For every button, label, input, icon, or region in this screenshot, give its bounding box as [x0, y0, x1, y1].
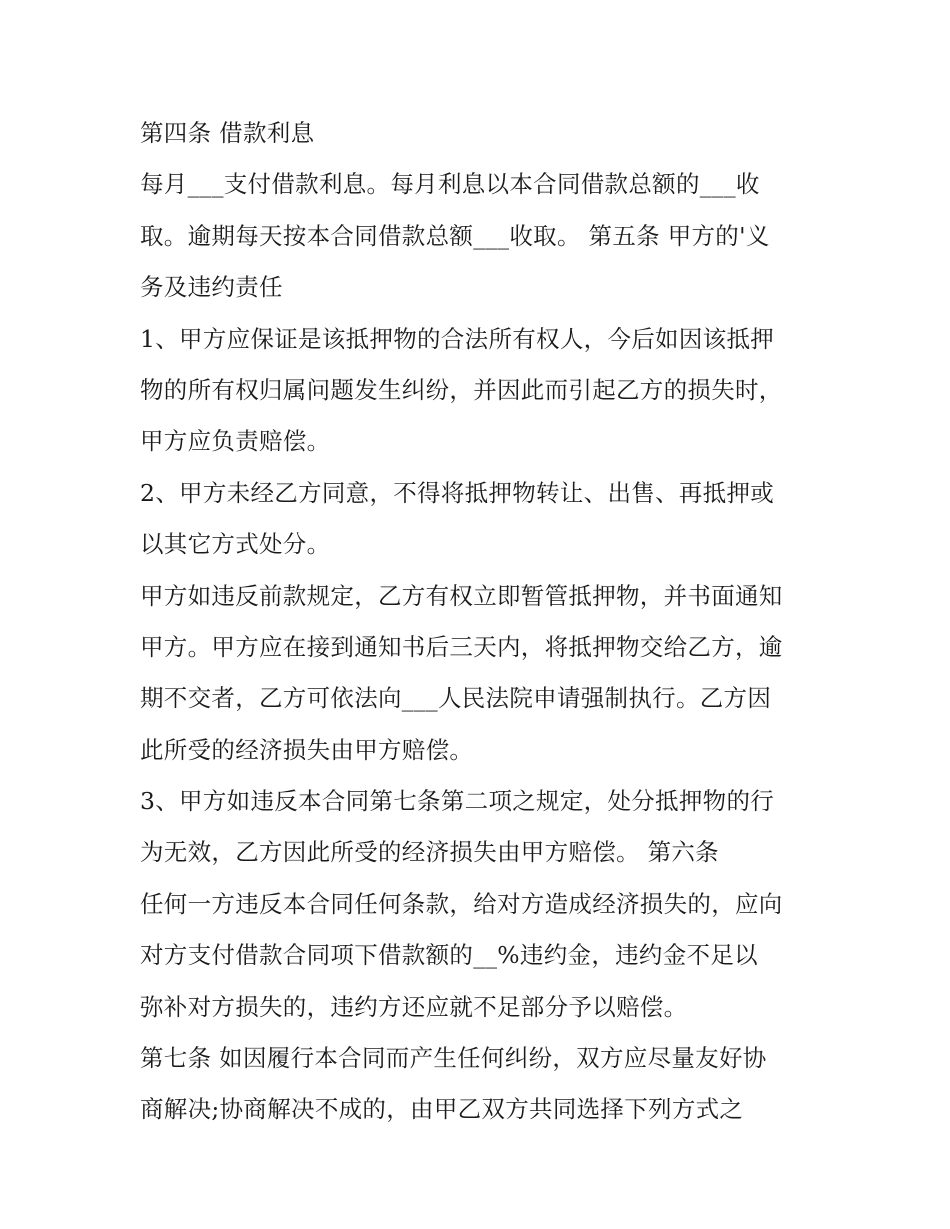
text-line: 为无效，乙方因此所受的经济损失由甲方赔偿。 第六条	[140, 838, 719, 867]
text-line: 取。逾期每天按本合同借款总额___收取。 第五条 甲方的'义	[140, 221, 770, 250]
text-line: 弥补对方损失的，违约方还应就不足部分予以赔偿。	[140, 992, 688, 1021]
text-line: 3、甲方如违反本合同第七条第二项之规定，处分抵押物的行	[140, 787, 775, 816]
text-line: 甲方。甲方应在接到通知书后三天内，将抵押物交给乙方，逾	[140, 632, 783, 661]
text-line: 以其它方式处分。	[140, 530, 331, 559]
text-line: 甲方应负责赔偿。	[140, 427, 331, 456]
article-4-heading: 第四条 借款利息	[140, 119, 315, 147]
text-line: 每月___支付借款利息。每月利息以本合同借款总额的___收	[140, 170, 760, 199]
text-line: 期不交者，乙方可依法向___人民法院申请强制执行。乙方因	[140, 684, 772, 713]
text-line: 物的所有权归属问题发生纠纷，并因此而引起乙方的损失时，	[140, 375, 783, 404]
text-line: 甲方如违反前款规定，乙方有权立即暂管抵押物，并书面通知	[140, 581, 783, 610]
text-line: 2、甲方未经乙方同意，不得将抵押物转让、出售、再抵押或	[140, 478, 775, 507]
text-line: 任何一方违反本合同任何条款，给对方造成经济损失的，应向	[140, 889, 783, 918]
document-body	[140, 108, 830, 1136]
text-line: 对方支付借款合同项下借款额的__%违约金，违约金不足以	[140, 941, 758, 970]
text-line: 务及违约责任	[140, 273, 283, 302]
text-line: 1、甲方应保证是该抵押物的合法所有权人，今后如因该抵押	[140, 324, 775, 353]
text-line: 商解决;协商解决不成的，由甲乙双方共同选择下列方式之	[140, 1095, 744, 1124]
text-line: 此所受的经济损失由甲方赔偿。	[140, 735, 474, 764]
text-line: 第七条 如因履行本合同而产生任何纠纷，双方应尽量友好协	[140, 1044, 767, 1073]
